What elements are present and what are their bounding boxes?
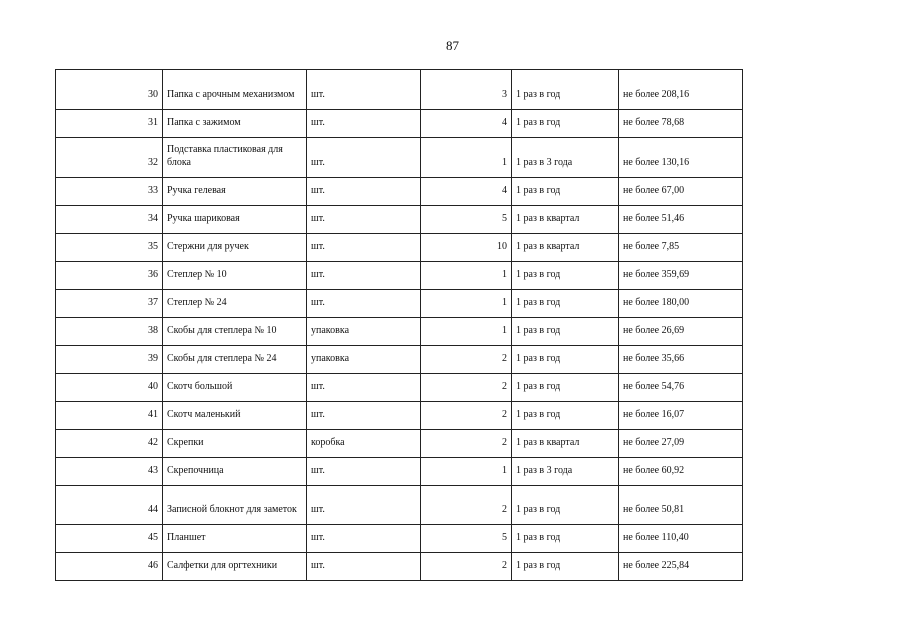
table-row: [56, 206, 743, 234]
quantity-cell: 1: [421, 290, 512, 318]
table-row: [56, 70, 743, 110]
row-number-cell: 35: [56, 234, 163, 262]
quantity-cell: 4: [421, 178, 512, 206]
table-row: [56, 458, 743, 486]
row-number-cell: 46: [56, 553, 163, 581]
table-row: [56, 178, 743, 206]
table-row: [56, 110, 743, 138]
unit-cell: шт.: [307, 553, 421, 581]
unit-cell: шт.: [307, 234, 421, 262]
row-number-cell: 37: [56, 290, 163, 318]
frequency-cell: 1 раз в квартал: [512, 234, 619, 262]
row-number-cell: 30: [56, 70, 163, 110]
price-cell: не более 130,16: [619, 138, 743, 178]
row-number-cell: 34: [56, 206, 163, 234]
table-row: [56, 525, 743, 553]
table-row: [56, 234, 743, 262]
item-name-cell: Скрепочница: [163, 458, 307, 486]
price-cell: не более 78,68: [619, 110, 743, 138]
unit-cell: шт.: [307, 70, 421, 110]
unit-cell: упаковка: [307, 318, 421, 346]
row-number-cell: 43: [56, 458, 163, 486]
row-number-cell: 44: [56, 486, 163, 525]
table-row: [56, 486, 743, 525]
item-name-cell: Скобы для степлера № 10: [163, 318, 307, 346]
quantity-cell: 3: [421, 70, 512, 110]
frequency-cell: 1 раз в год: [512, 318, 619, 346]
table-row: [56, 430, 743, 458]
quantity-cell: 2: [421, 430, 512, 458]
unit-cell: шт.: [307, 290, 421, 318]
row-number-cell: 36: [56, 262, 163, 290]
frequency-cell: 1 раз в 3 года: [512, 138, 619, 178]
frequency-cell: 1 раз в квартал: [512, 206, 619, 234]
price-cell: не более 7,85: [619, 234, 743, 262]
price-cell: не более 35,66: [619, 346, 743, 374]
quantity-cell: 1: [421, 262, 512, 290]
item-name-cell: Степлер № 10: [163, 262, 307, 290]
unit-cell: шт.: [307, 374, 421, 402]
price-cell: не более 16,07: [619, 402, 743, 430]
table-row: [56, 290, 743, 318]
price-cell: не более 110,40: [619, 525, 743, 553]
unit-cell: шт.: [307, 110, 421, 138]
item-name-cell: Папка с зажимом: [163, 110, 307, 138]
page-number: 87: [446, 38, 459, 53]
item-name-cell: Скобы для степлера № 24: [163, 346, 307, 374]
price-cell: не более 60,92: [619, 458, 743, 486]
quantity-cell: 1: [421, 458, 512, 486]
price-cell: не более 50,81: [619, 486, 743, 525]
frequency-cell: 1 раз в год: [512, 70, 619, 110]
price-cell: не более 26,69: [619, 318, 743, 346]
row-number-cell: 33: [56, 178, 163, 206]
row-number-cell: 32: [56, 138, 163, 178]
table-row: [56, 402, 743, 430]
frequency-cell: 1 раз в год: [512, 290, 619, 318]
quantity-cell: 2: [421, 374, 512, 402]
row-number-cell: 40: [56, 374, 163, 402]
row-number-cell: 45: [56, 525, 163, 553]
price-cell: не более 225,84: [619, 553, 743, 581]
unit-cell: шт.: [307, 178, 421, 206]
row-number-cell: 39: [56, 346, 163, 374]
unit-cell: шт.: [307, 525, 421, 553]
frequency-cell: 1 раз в год: [512, 110, 619, 138]
frequency-cell: 1 раз в год: [512, 178, 619, 206]
unit-cell: коробка: [307, 430, 421, 458]
frequency-cell: 1 раз в год: [512, 374, 619, 402]
table-row: [56, 138, 743, 178]
unit-cell: шт.: [307, 402, 421, 430]
item-name-cell: Записной блокнот для заметок: [163, 486, 307, 525]
row-number-cell: 42: [56, 430, 163, 458]
quantity-cell: 1: [421, 138, 512, 178]
price-cell: не более 54,76: [619, 374, 743, 402]
item-name-cell: Планшет: [163, 525, 307, 553]
unit-cell: шт.: [307, 486, 421, 525]
quantity-cell: 2: [421, 346, 512, 374]
row-number-cell: 38: [56, 318, 163, 346]
unit-cell: шт.: [307, 206, 421, 234]
price-cell: не более 51,46: [619, 206, 743, 234]
unit-cell: шт.: [307, 262, 421, 290]
item-name-cell: Скотч маленький: [163, 402, 307, 430]
frequency-cell: 1 раз в год: [512, 262, 619, 290]
quantity-cell: 5: [421, 525, 512, 553]
item-name-cell: Скотч большой: [163, 374, 307, 402]
frequency-cell: 1 раз в год: [512, 346, 619, 374]
frequency-cell: 1 раз в год: [512, 486, 619, 525]
unit-cell: упаковка: [307, 346, 421, 374]
frequency-cell: 1 раз в год: [512, 553, 619, 581]
item-name-cell: Скрепки: [163, 430, 307, 458]
quantity-cell: 4: [421, 110, 512, 138]
item-name-cell: Салфетки для оргтехники: [163, 553, 307, 581]
frequency-cell: 1 раз в 3 года: [512, 458, 619, 486]
quantity-cell: 2: [421, 402, 512, 430]
table-row: [56, 262, 743, 290]
item-name-cell: Подставка пластиковая для блока: [163, 138, 307, 178]
quantity-cell: 1: [421, 318, 512, 346]
item-name-cell: Степлер № 24: [163, 290, 307, 318]
frequency-cell: 1 раз в год: [512, 402, 619, 430]
table-row: [56, 374, 743, 402]
row-number-cell: 31: [56, 110, 163, 138]
frequency-cell: 1 раз в квартал: [512, 430, 619, 458]
quantity-cell: 2: [421, 553, 512, 581]
item-name-cell: Папка с арочным механизмом: [163, 70, 307, 110]
price-cell: не более 27,09: [619, 430, 743, 458]
frequency-cell: 1 раз в год: [512, 525, 619, 553]
item-name-cell: Ручка гелевая: [163, 178, 307, 206]
unit-cell: шт.: [307, 138, 421, 178]
quantity-cell: 10: [421, 234, 512, 262]
item-name-cell: Стержни для ручек: [163, 234, 307, 262]
price-cell: не более 67,00: [619, 178, 743, 206]
price-cell: не более 359,69: [619, 262, 743, 290]
unit-cell: шт.: [307, 458, 421, 486]
table-row: [56, 318, 743, 346]
row-number-cell: 41: [56, 402, 163, 430]
supplies-table-body: [56, 70, 743, 581]
quantity-cell: 5: [421, 206, 512, 234]
table-row: [56, 346, 743, 374]
price-cell: не более 208,16: [619, 70, 743, 110]
table-row: [56, 553, 743, 581]
quantity-cell: 2: [421, 486, 512, 525]
price-cell: не более 180,00: [619, 290, 743, 318]
supplies-table: [55, 69, 743, 581]
item-name-cell: Ручка шариковая: [163, 206, 307, 234]
